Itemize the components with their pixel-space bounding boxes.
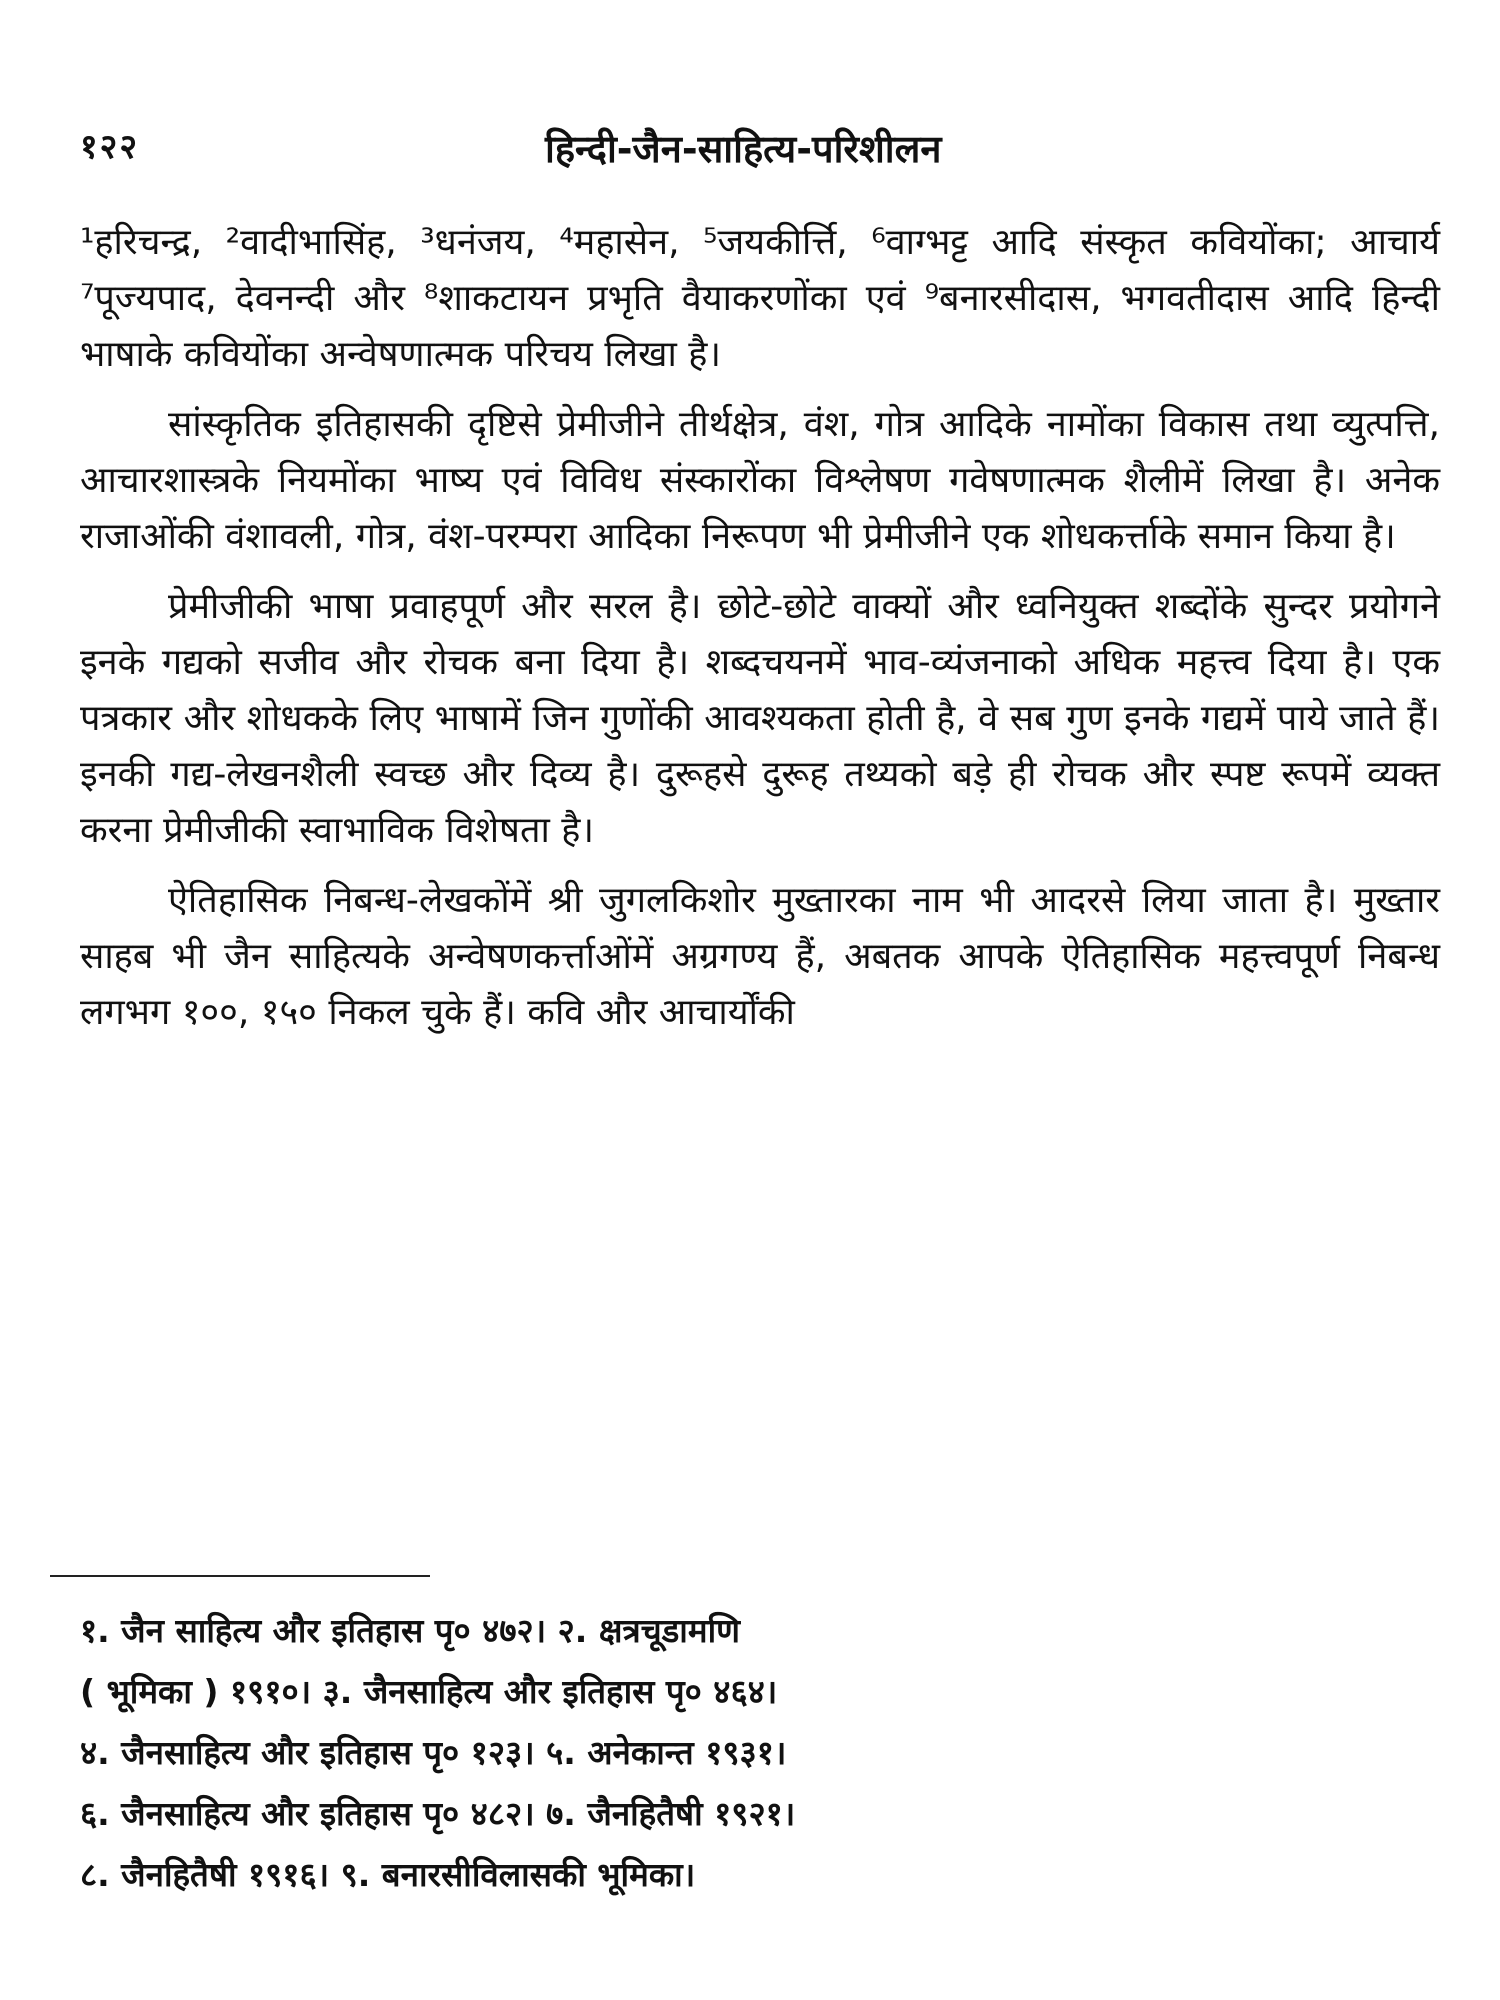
paragraph-historical-essayists: ऐतिहासिक निबन्ध-लेखकोंमें श्री जुगलकिशोर मुख्तारका नाम भी आदरसे लिया जाता है। मुख्तार साहब भी जैन साहित्यके अन्वेषणकर्त्ताओंमें अग्रगण्य हैं, अबतक आपके ऐतिहासिक महत्त्वपूर्ण निबन्ध लगभग १००, १५० निकल चुके हैं। कवि और आचार्योंकी	[80, 880, 1440, 1033]
footnote-divider	[50, 1575, 430, 1577]
page-number: १२२	[80, 127, 140, 167]
footnote-line: ( भूमिका ) १९१०। ३. जैनसाहित्य और इतिहास पृ० ४६४।	[80, 1672, 778, 1711]
paragraph-continued: ¹हरिचन्द्र, ²वादीभासिंह, ³धनंजय, ⁴महासेन, ⁵जयकीर्त्ति, ⁶वाग्भट्ट आदि संस्कृत कवियोंका; आचार्य ⁷पूज्यपाद, देवनन्दी और ⁸शाकटायन प्रभृति वैयाकरणोंका एवं ⁹बनारसीदास, भगवतीदास आदि हिन्दी भाषाके कवियोंका अन्वेषणात्मक परिचय लिखा है।	[80, 222, 1440, 375]
footnotes	[80, 1600, 1440, 1905]
body-text	[80, 215, 1440, 1055]
page-header	[80, 122, 1440, 182]
running-title: हिन्दी-जैन-साहित्य-परिशीलन	[545, 127, 942, 171]
paragraph-cultural-history: सांस्कृतिक इतिहासकी दृष्टिसे प्रेमीजीने तीर्थक्षेत्र, वंश, गोत्र आदिके नामोंका विकास तथा व्युत्पत्ति, आचारशास्त्रके नियमोंका भाष्य एवं विविध संस्कारोंका विश्लेषण गवेषणात्मक शैलीमें लिखा है। अनेक राजाओंकी वंशावली, गोत्र, वंश-परम्परा आदिका निरूपण भी प्रेमीजीने एक शोधकर्त्ताके समान किया है।	[80, 404, 1440, 557]
paragraph-language-style: प्रेमीजीकी भाषा प्रवाहपूर्ण और सरल है। छोटे-छोटे वाक्यों और ध्वनियुक्त शब्दोंके सुन्दर प्रयोगने इनके गद्यको सजीव और रोचक बना दिया है। शब्दचयनमें भाव-व्यंजनाको अधिक महत्त्व दिया है। एक पत्रकार और शोधकके लिए भाषामें जिन गुणोंकी आवश्यकता होती है, वे सब गुण इनके गद्यमें पाये जाते हैं। इनकी गद्य-लेखनशैली स्वच्छ और दिव्य है। दुरूहसे दुरूह तथ्यको बड़े ही रोचक और स्पष्ट रूपमें व्यक्त करना प्रेमीजीकी स्वाभाविक विशेषता है।	[80, 586, 1440, 851]
footnote-line: ८. जैनहितैषी १९१६। ९. बनारसीविलासकी भूमिका।	[80, 1855, 696, 1894]
footnote-line: ४. जैनसाहित्य और इतिहास पृ० १२३। ५. अनेकान्त १९३१।	[80, 1733, 787, 1772]
footnote-line: ६. जैनसाहित्य और इतिहास पृ० ४८२। ७. जैनहितैषी १९२१।	[80, 1794, 796, 1833]
footnote-line: १. जैन साहित्य और इतिहास पृ० ४७२। २. क्षत्रचूडामणि	[80, 1611, 740, 1650]
